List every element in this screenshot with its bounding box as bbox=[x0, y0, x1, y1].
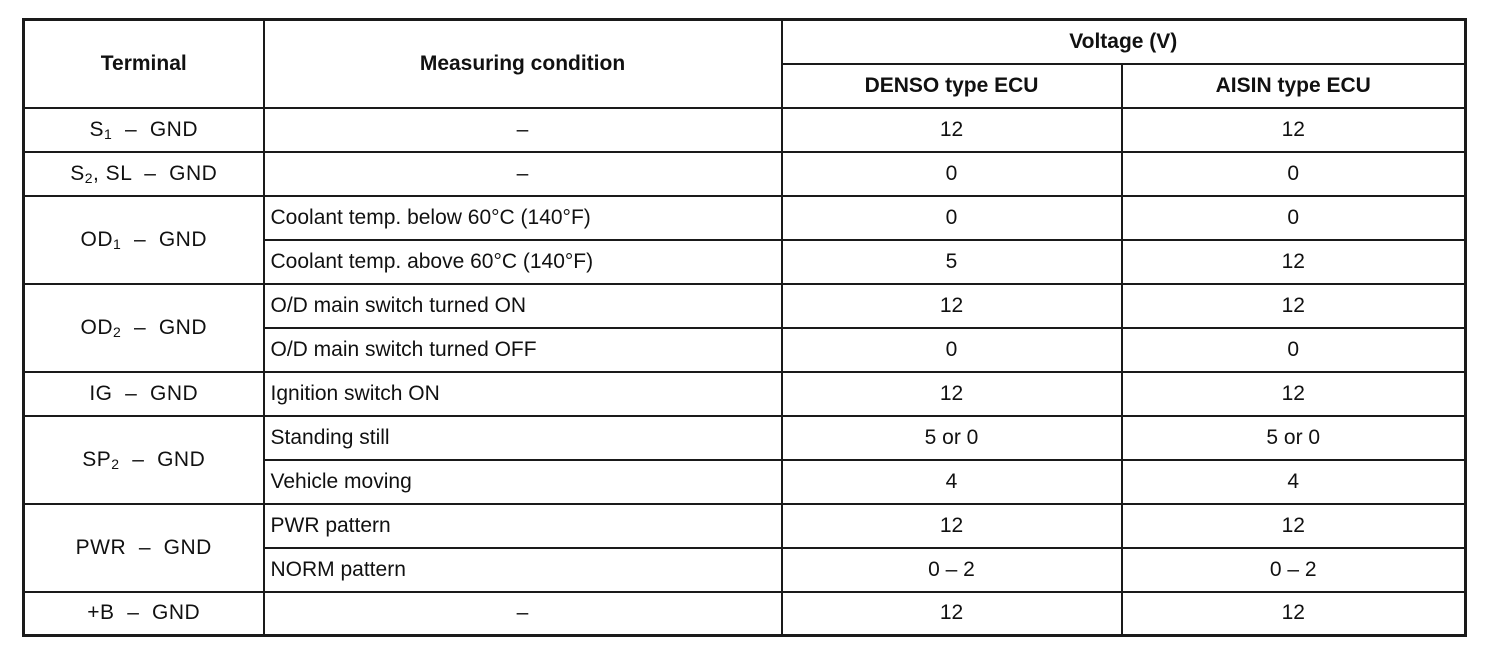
denso-value: 0 – 2 bbox=[782, 548, 1122, 592]
header-measuring-condition: Measuring condition bbox=[264, 20, 782, 108]
terminal-cell: PWR – GND bbox=[24, 504, 264, 592]
condition-cell: O/D main switch turned OFF bbox=[264, 328, 782, 372]
table-row bbox=[24, 416, 1466, 460]
denso-value: 0 bbox=[782, 196, 1122, 240]
terminal-voltage-table bbox=[22, 18, 1467, 637]
denso-value: 12 bbox=[782, 372, 1122, 416]
aisin-value: 12 bbox=[1122, 504, 1466, 548]
denso-value: 0 bbox=[782, 152, 1122, 196]
denso-value: 12 bbox=[782, 284, 1122, 328]
table-row bbox=[24, 196, 1466, 240]
aisin-value: 12 bbox=[1122, 240, 1466, 284]
terminal-cell: $S_2$, SL – GND bbox=[24, 152, 264, 196]
condition-cell: Coolant temp. above 60°C (140°F) bbox=[264, 240, 782, 284]
condition-cell: – bbox=[264, 108, 782, 152]
table-row bbox=[24, 592, 1466, 636]
table-row bbox=[24, 504, 1466, 548]
condition-cell: – bbox=[264, 152, 782, 196]
terminal-cell: $SP_2$ – GND bbox=[24, 416, 264, 504]
table-row bbox=[24, 152, 1466, 196]
aisin-value: 0 bbox=[1122, 152, 1466, 196]
aisin-value: 12 bbox=[1122, 108, 1466, 152]
condition-cell: – bbox=[264, 592, 782, 636]
header-terminal: Terminal bbox=[24, 20, 264, 108]
condition-cell: PWR pattern bbox=[264, 504, 782, 548]
aisin-value: 0 bbox=[1122, 328, 1466, 372]
table-row bbox=[24, 108, 1466, 152]
denso-value: 12 bbox=[782, 108, 1122, 152]
terminal-cell: $OD_2$ – GND bbox=[24, 284, 264, 372]
condition-cell: Vehicle moving bbox=[264, 460, 782, 504]
header-aisin: AISIN type ECU bbox=[1122, 64, 1466, 108]
aisin-value: 0 – 2 bbox=[1122, 548, 1466, 592]
denso-value: 4 bbox=[782, 460, 1122, 504]
denso-value: 12 bbox=[782, 592, 1122, 636]
condition-cell: O/D main switch turned ON bbox=[264, 284, 782, 328]
aisin-value: 5 or 0 bbox=[1122, 416, 1466, 460]
condition-cell: Coolant temp. below 60°C (140°F) bbox=[264, 196, 782, 240]
condition-cell: Standing still bbox=[264, 416, 782, 460]
terminal-cell: $OD_1$ – GND bbox=[24, 196, 264, 284]
aisin-value: 0 bbox=[1122, 196, 1466, 240]
table-row bbox=[24, 284, 1466, 328]
condition-cell: Ignition switch ON bbox=[264, 372, 782, 416]
aisin-value: 12 bbox=[1122, 592, 1466, 636]
header-voltage: Voltage (V) bbox=[782, 20, 1466, 64]
header-denso: DENSO type ECU bbox=[782, 64, 1122, 108]
denso-value: 5 bbox=[782, 240, 1122, 284]
denso-value: 12 bbox=[782, 504, 1122, 548]
table-row bbox=[24, 372, 1466, 416]
terminal-cell: $S_1$ – GND bbox=[24, 108, 264, 152]
denso-value: 0 bbox=[782, 328, 1122, 372]
denso-value: 5 or 0 bbox=[782, 416, 1122, 460]
condition-cell: NORM pattern bbox=[264, 548, 782, 592]
terminal-cell: +B – GND bbox=[24, 592, 264, 636]
aisin-value: 12 bbox=[1122, 372, 1466, 416]
terminal-cell: IG – GND bbox=[24, 372, 264, 416]
aisin-value: 12 bbox=[1122, 284, 1466, 328]
aisin-value: 4 bbox=[1122, 460, 1466, 504]
